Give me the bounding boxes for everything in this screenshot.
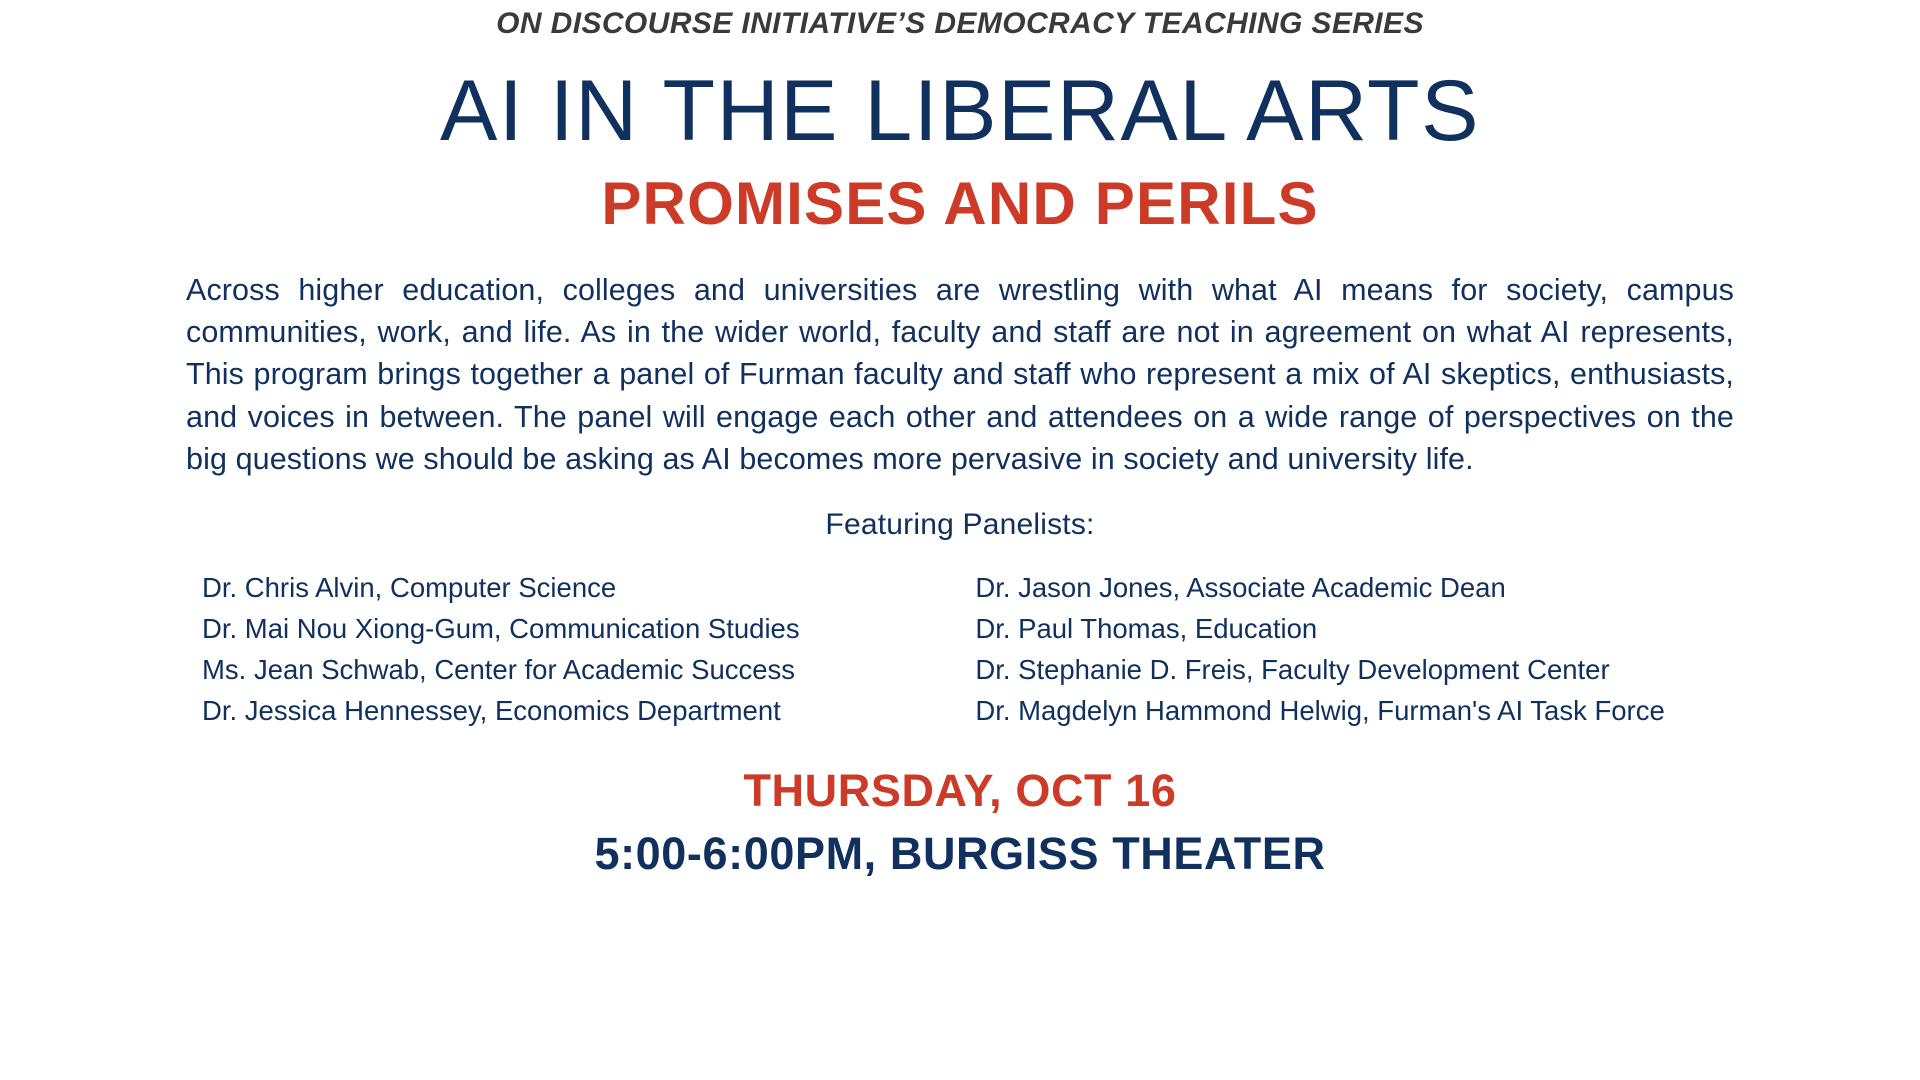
- list-item: Dr. Stephanie D. Freis, Faculty Development Center: [975, 653, 1610, 685]
- panelists-column-right: [975, 568, 1726, 730]
- list-item: Dr. Paul Thomas, Education: [975, 612, 1318, 644]
- event-time-location: 5:00-6:00PM, BURGISS THEATER: [594, 828, 1326, 880]
- page-subtitle: PROMISES AND PERILS: [601, 170, 1319, 238]
- list-item: Dr. Jessica Hennessey, Economics Department: [202, 694, 781, 726]
- panelists-list: [186, 568, 1734, 730]
- panelists-column-left: [194, 568, 953, 730]
- description-paragraph: Across higher education, colleges and universities are wrestling with what AI means for society, campus communities, work, and life. As in the wider world, faculty and staff are not in agreement on what AI represents, This program brings together a panel of Furman faculty and staff who represent a mix of AI skeptics, enthusiasts, and voices in between. The panel will engage each other and attendees on a wide range of perspectives on the big questions we should be asking as AI becomes more pervasive in society and university life.: [186, 273, 1734, 476]
- featuring-panelists-label: Featuring Panelists:: [825, 507, 1095, 541]
- event-date: THURSDAY, OCT 16: [743, 764, 1177, 816]
- list-item: Dr. Magdelyn Hammond Helwig, Furman's AI Task Force: [975, 694, 1665, 726]
- list-item: Dr. Mai Nou Xiong-Gum, Communication Studies: [202, 612, 800, 644]
- list-item: Dr. Jason Jones, Associate Academic Dean: [975, 571, 1506, 603]
- list-item: Ms. Jean Schwab, Center for Academic Success: [202, 653, 796, 685]
- series-eyebrow-text: ON DISCOURSE INITIATIVE’S DEMOCRACY TEACHING SERIES: [496, 7, 1424, 40]
- list-item: Dr. Chris Alvin, Computer Science: [202, 571, 617, 603]
- page-title: AI IN THE LIBERAL ARTS: [440, 63, 1480, 159]
